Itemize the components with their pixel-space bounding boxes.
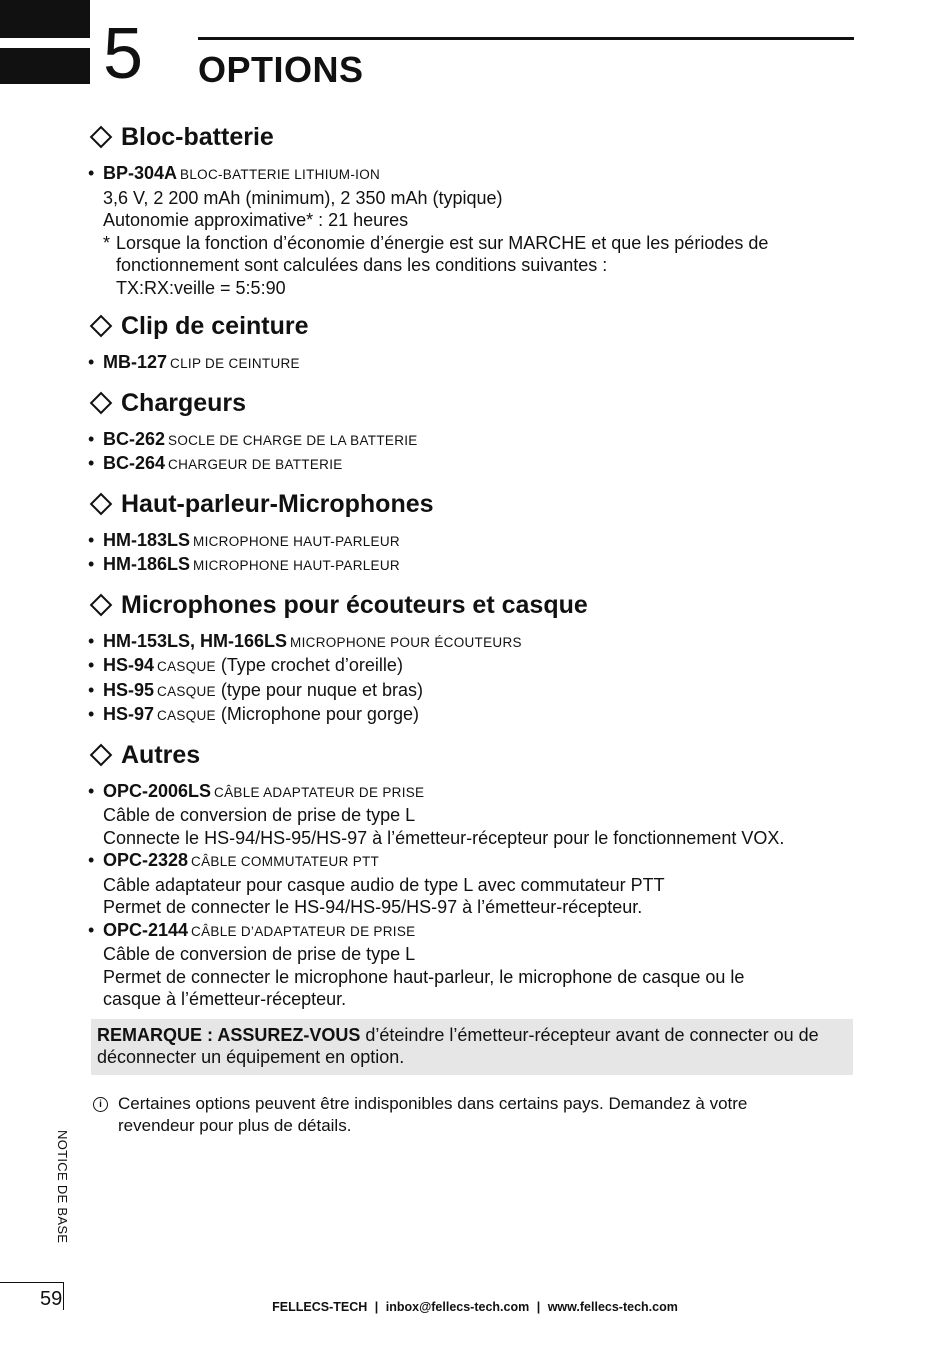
item-line: casque à l’émetteur-récepteur.: [103, 989, 347, 1009]
item-code: OPC-2328: [103, 850, 189, 870]
list-item: [88, 849, 858, 874]
remark-box: [91, 1019, 853, 1075]
section-others: [88, 734, 858, 1011]
list-item: [88, 780, 858, 805]
item-extra: (type pour nuque et bras): [220, 679, 423, 700]
item-code: HM-183LS: [103, 529, 191, 550]
item-line: 3,6 V, 2 200 mAh (minimum), 2 350 mAh (typique): [103, 187, 503, 208]
footer-company: FELLECS-TECH: [272, 1300, 368, 1314]
section-clip: [88, 305, 858, 376]
item-desc: BLOC-BATTERIE LITHIUM-ION: [180, 167, 381, 182]
diamond-icon: [90, 391, 113, 414]
section-heading: [88, 305, 858, 347]
footnote-line: TX:RX:veille = 5:5:90: [116, 277, 286, 298]
section-heading-text: Bloc-batterie: [121, 123, 274, 151]
list-item: [88, 679, 858, 704]
item-code: BC-262: [103, 428, 166, 449]
chapter-tab-bar-bottom: [0, 48, 90, 84]
section-heading: [88, 483, 858, 525]
info-line: Certaines options peuvent être indisponibles dans certains pays. Demandez à votre: [118, 1093, 748, 1113]
footnote: [88, 232, 858, 300]
bullet: •: [88, 780, 95, 801]
remark-label: REMARQUE : ASSUREZ-VOUS: [97, 1024, 361, 1045]
item-line: Autonomie approximative* : 21 heures: [103, 210, 409, 230]
item-code: HS-97: [103, 704, 155, 724]
item-code: HM-153LS, HM-166LS: [103, 630, 288, 651]
section-earphones: [88, 584, 858, 728]
page-rule: [0, 1282, 64, 1283]
item-desc: CLIP DE CEINTURE: [170, 356, 300, 371]
section-heading: [88, 382, 858, 424]
section-heading-text: Chargeurs: [121, 388, 247, 417]
section-heading-text: Microphones pour écouteurs et casque: [121, 590, 588, 619]
main-content: [88, 116, 858, 1137]
item-desc: CHARGEUR DE BATTERIE: [168, 457, 343, 472]
footer-website: www.fellecs-tech.com: [547, 1300, 678, 1314]
list-item: [88, 630, 858, 655]
item-line: Permet de connecter le HS-94/HS-95/HS-97 à l’émetteur-récepteur.: [103, 897, 643, 917]
item-line: Câble adaptateur pour casque audio de type L avec commutateur PTT: [103, 874, 665, 895]
diamond-icon: [90, 126, 113, 149]
bullet: •: [88, 919, 95, 940]
footer-email: inbox@fellecs-tech.com: [385, 1300, 530, 1314]
section-battery: [88, 116, 858, 299]
item-code: MB-127: [103, 352, 168, 372]
item-code: OPC-2144: [103, 919, 189, 940]
list-item: [88, 351, 858, 376]
item-line: Permet de connecter le microphone haut-parleur, le microphone de casque ou le: [103, 966, 745, 987]
bullet: •: [88, 679, 95, 700]
item-code: BP-304A: [103, 163, 178, 183]
diamond-icon: [90, 492, 113, 515]
item-line: Connecte le HS-94/HS-95/HS-97 à l’émetteur-récepteur pour le fonctionnement VOX.: [103, 827, 785, 848]
item-desc: MICROPHONE POUR ÉCOUTEURS: [290, 634, 522, 650]
item-desc: CÂBLE D’ADAPTATEUR DE PRISE: [191, 923, 416, 939]
item-desc: CASQUE: [157, 683, 216, 699]
chapter-number: 5: [103, 14, 144, 94]
bullet: •: [88, 453, 95, 473]
item-desc: CASQUE: [157, 659, 216, 674]
section-chargers: [88, 382, 858, 477]
item-desc: SOCLE DE CHARGE DE LA BATTERIE: [168, 432, 418, 448]
chapter-title: OPTIONS: [198, 49, 364, 90]
bullet: •: [88, 529, 95, 550]
chapter-rule: [198, 37, 854, 40]
section-speaker-mics: [88, 483, 858, 578]
side-label: NOTICE DE BASE: [55, 1130, 70, 1244]
item-desc: MICROPHONE HAUT-PARLEUR: [193, 558, 400, 573]
list-item: [88, 529, 858, 554]
item-code: HM-186LS: [103, 554, 191, 574]
list-item: [88, 703, 858, 728]
list-item: [88, 452, 858, 477]
item-desc: CASQUE: [157, 708, 216, 723]
item-line: Câble de conversion de prise de type L: [103, 944, 416, 964]
item-code: HS-94: [103, 655, 155, 675]
remark-text: d’éteindre l’émetteur-récepteur avant de connecter ou de déconnecter un équipement en option.: [97, 1024, 819, 1067]
item-extra: (Type crochet d’oreille): [220, 655, 403, 675]
list-item: [88, 654, 858, 679]
list-item: [88, 919, 858, 944]
section-heading-text: Clip de ceinture: [121, 312, 309, 340]
item-extra: (Microphone pour gorge): [220, 704, 419, 724]
info-note: [88, 1093, 858, 1137]
section-heading-text: Autres: [121, 740, 201, 769]
footnote-line: Lorsque la fonction d’économie d’énergie est sur MARCHE et que les périodes de: [116, 232, 769, 253]
list-item: [88, 553, 858, 578]
section-heading: [88, 734, 858, 776]
section-heading-text: Haut-parleur-Microphones: [121, 489, 434, 518]
page-number: 59: [40, 1288, 63, 1310]
item-code: HS-95: [103, 679, 155, 700]
bullet: •: [88, 428, 95, 449]
list-item: [88, 162, 858, 187]
footer-separator: |: [536, 1300, 541, 1314]
section-heading: [88, 116, 858, 158]
item-desc: CÂBLE ADAPTATEUR DE PRISE: [214, 784, 425, 800]
bullet: •: [88, 630, 95, 651]
chapter-tab-bar-top: [0, 0, 90, 38]
diamond-icon: [90, 593, 113, 616]
item-desc: CÂBLE COMMUTATEUR PTT: [191, 854, 380, 869]
bullet: •: [88, 352, 95, 372]
bullet: •: [88, 704, 95, 724]
info-line: revendeur pour plus de détails.: [118, 1115, 352, 1135]
bullet: •: [88, 163, 95, 183]
footer: [0, 1300, 950, 1314]
section-heading: [88, 584, 858, 626]
item-desc: MICROPHONE HAUT-PARLEUR: [193, 533, 400, 549]
item-code: OPC-2006LS: [103, 780, 212, 801]
footnote-star: *: [103, 232, 111, 253]
diamond-icon: [90, 743, 113, 766]
item-code: BC-264: [103, 453, 166, 473]
list-item: [88, 428, 858, 453]
bullet: •: [88, 850, 95, 870]
bullet: •: [88, 655, 95, 675]
bullet: •: [88, 554, 95, 574]
item-line: Câble de conversion de prise de type L: [103, 805, 416, 825]
diamond-icon: [90, 315, 113, 338]
footnote-line: fonctionnement sont calculées dans les conditions suivantes :: [116, 255, 608, 275]
footer-separator: |: [374, 1300, 379, 1314]
info-icon: i: [93, 1097, 108, 1112]
